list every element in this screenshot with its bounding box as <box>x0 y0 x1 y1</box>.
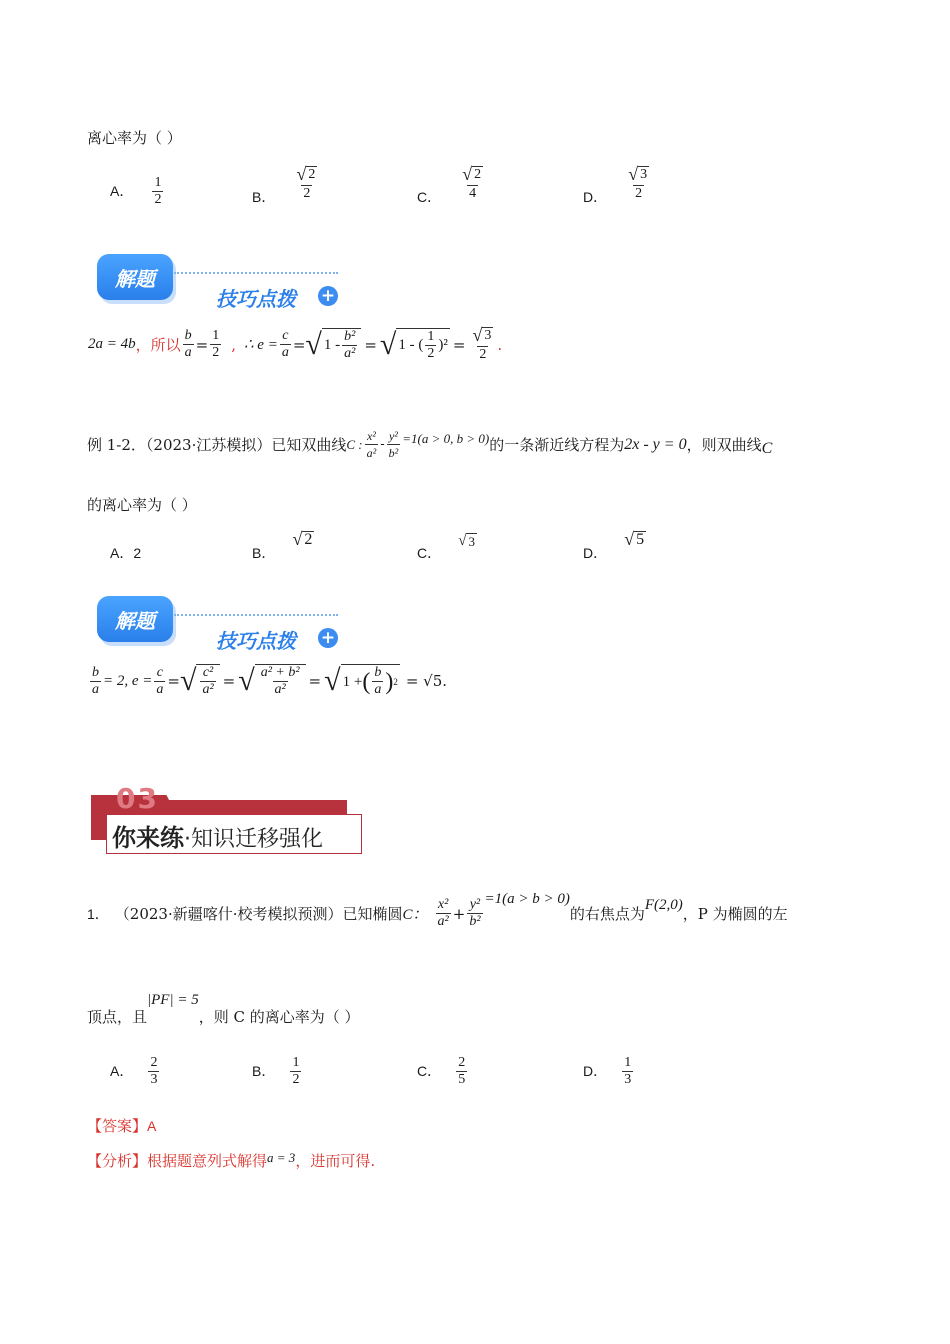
fraction: √ 3 2 <box>472 325 492 362</box>
sqrt: √ 1 + ( $\frac{b}{a}$ ) 2 <box>324 664 398 697</box>
fraction: $\frac{1}{2}$ <box>212 328 220 360</box>
example-1-2: 例 1-2．（2023·江苏模拟）已知双曲线 C : $\frac{\text{x²}}{\text{a²}}$ - $\frac{\text{y²}}{\text{b²}}$ =1(a > 0, b > 0) 的一条渐近线方程为 2x - y = 0 ，则双曲线 C <box>87 429 773 460</box>
option-c[interactable] <box>417 164 487 205</box>
fraction: $\frac{b}{a}$ <box>92 664 99 697</box>
section-number: 03 <box>116 782 159 815</box>
answer-tag: 【答案】 <box>87 1117 148 1135</box>
option-d[interactable]: D． $\frac{1}{3}$ <box>583 1055 632 1087</box>
fraction: √ 2 2 <box>296 164 316 201</box>
option-c[interactable]: C． √ 3 <box>417 533 475 561</box>
dotted-divider <box>174 272 338 274</box>
math-expr: ∴ e = <box>244 337 278 353</box>
fraction: $\frac{\text{y²}}{\text{b²}}$ <box>388 429 399 460</box>
sqrt: √ 2 <box>462 164 482 184</box>
fraction: $\frac{c}{a}$ <box>156 664 164 697</box>
answer-value: A <box>147 1118 157 1134</box>
question-1: 1． （2023·新疆喀什·校考模拟预测）已知椭圆 C： $\frac{\text{x²}}{\text{a²}}$ + $\frac{\text{y²}}{\text{b²}}$ =1(a > b > 0) 的右焦点为 F(2,0) ，P 为椭圆的左 <box>87 891 788 929</box>
fraction: √ 3 2 <box>628 164 648 201</box>
option-d[interactable] <box>583 164 653 205</box>
analysis-tag: 【分析】 <box>87 1152 148 1170</box>
example-stem: 例 1-2．（2023·江苏模拟）已知双曲线 <box>87 436 347 454</box>
fraction: $\frac{1}{2}$ <box>154 175 162 207</box>
solution-1: 2a = 4b ，所以 $\frac{b}{a}$ = $\frac{1}{2}$ , ∴ e = $\frac{c}{a}$ = √ 1 - $\frac{\text{b²}}{\text{a²}}$ = √ 1 - ( $\frac{1}{2}$ )² = √ 3 2 . <box>88 325 503 362</box>
solution-badge: 解题 <box>97 254 173 300</box>
fraction: √ 2 4 <box>462 164 482 201</box>
example-stem-line2: 的离心率为（ ） <box>87 496 197 514</box>
question-stem-tail: 离心率为（ ） <box>87 129 182 147</box>
sqrt: √ 1 - $\frac{\text{b²}}{\text{a²}}$ <box>305 328 361 362</box>
option-c[interactable]: C． $\frac{2}{5}$ <box>417 1055 466 1087</box>
option-label: B． <box>252 189 276 205</box>
option-label: A． <box>110 183 134 199</box>
connector-text: ，所以 <box>135 336 181 354</box>
sqrt: √ $\frac{\text{a² + b²}}{\text{a²}}$ <box>238 664 305 698</box>
fraction: $\frac{\text{y²}}{\text{b²}}$ <box>469 897 481 929</box>
option-label: D． <box>583 189 608 205</box>
answer-line <box>87 1115 156 1137</box>
tip-title: 技巧点拨 <box>216 287 296 311</box>
section-title: 你来练·知识迁移强化 <box>112 824 323 852</box>
solution-2: $\frac{b}{a}$ = 2, e = $\frac{c}{a}$ = √ $\frac{\text{c²}}{\text{a²}}$ = √ $\frac{\text{a² + b²}}{\text{a²}}$ = √ 1 + ( $\frac{b}{a}$ ) 2 = √5 . <box>92 664 448 697</box>
option-b[interactable] <box>252 164 321 205</box>
fraction: $\frac{b}{a}$ <box>184 328 192 360</box>
dotted-divider <box>174 614 338 616</box>
question-1-line2: 顶点，且 |PF| = 5 ，则 C 的离心率为（ ） <box>87 992 360 1026</box>
math-expr: 2a = 4b <box>88 336 136 352</box>
option-label: C． <box>417 189 442 205</box>
fraction: $\frac{c}{a}$ <box>281 328 289 360</box>
sqrt: √ 2 <box>296 164 316 184</box>
option-b[interactable]: B． √ 2 <box>252 529 313 561</box>
solution-badge: 解题 <box>97 596 173 642</box>
sqrt: √ 1 - ( $\frac{1}{2}$ )² <box>379 327 448 361</box>
fraction: $\frac{\text{x²}}{\text{a²}}$ <box>366 429 377 460</box>
plus-icon: + <box>318 286 338 306</box>
tip-title: 技巧点拨 <box>216 629 296 653</box>
option-d[interactable]: D． √ 5 <box>583 529 645 561</box>
analysis-line: 【分析】根据题意列式解得a = 3，进而可得. <box>87 1150 376 1170</box>
option-a[interactable]: A． $\frac{2}{3}$ <box>110 1055 158 1087</box>
option-b[interactable]: B． $\frac{1}{2}$ <box>252 1055 300 1087</box>
fraction: $\frac{\text{x²}}{\text{a²}}$ <box>437 897 449 929</box>
option-a[interactable] <box>110 175 165 208</box>
sqrt: √ $\frac{\text{c²}}{\text{a²}}$ <box>180 664 220 698</box>
sqrt: √ 3 <box>628 164 648 184</box>
option-a[interactable]: A．2 <box>110 545 142 561</box>
plus-icon: + <box>318 628 338 648</box>
